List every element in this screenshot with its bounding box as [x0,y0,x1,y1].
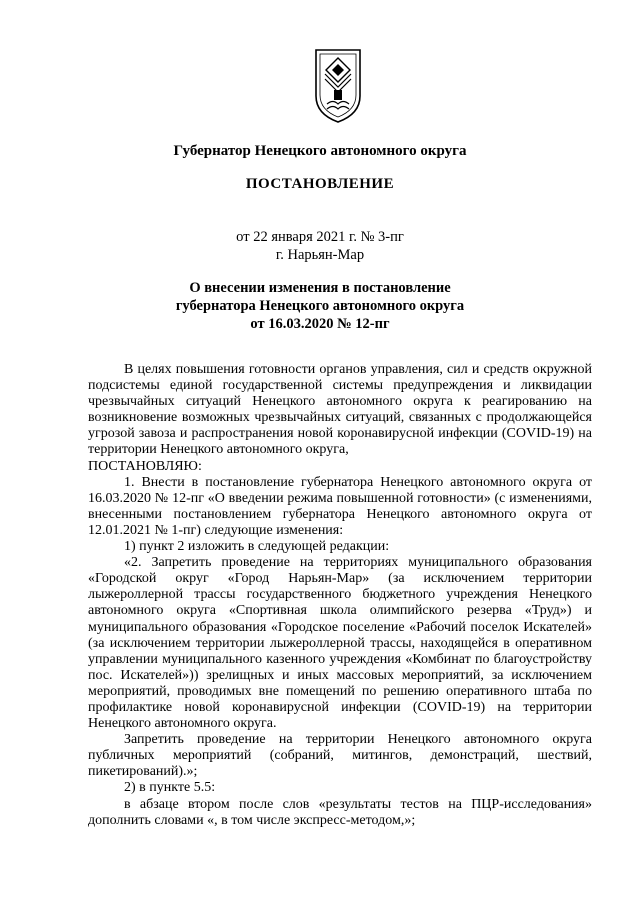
item-1-paragraph: 1. Внести в постановление губернатора Ненецкого автономного округа от 16.03.2020 № 12-пг «О введении режима повышенной готовности» (с изменениями, внесенными постановлением губернатора Ненецкого автономного округа от 12.01.2021 № 1-пг) следующие изменения: [88,474,592,538]
document-type: ПОСТАНОВЛЕНИЕ [245,176,395,192]
document-city: г. Нарьян-Мар [275,247,365,263]
subitem-1: 1) пункт 2 изложить в следующей редакции: [124,539,390,555]
title-line: О внесении изменения в постановление [189,280,451,296]
title-line: от 16.03.2020 № 12-пг [250,316,390,332]
document-title [0,279,640,333]
document-date-number: от 22 января 2021 г. № 3-пг [236,229,404,245]
quoted-paragraph-1: «2. Запретить проведение на территориях муниципального образования «Городской округ «Город Нарьян-Мар» (за исключением территории лыжероллерной трассы государственного бюджетного учреждения Ненецкого автономного округа «Спортивная школа олимпийского резерва «Труд») и муниципального образования «Городское поселение «Рабочий поселок Искателей» (за исключением территории лыжероллерной трассы, находящейся в оперативном управлении муниципального казенного учреждения «Комбинат по благоустройству пос. Искателей»)) зрелищных и иных массовых мероприятий, за исключением мероприятий, проводимых вне помещений по решению оперативного штаба по профилактике новой коронавирусной инфекции (COVID-19) на территории Ненецкого автономного округа. [88,555,592,732]
preamble-paragraph: В целях повышения готовности органов управления, сил и средств окружной подсистемы единой государственной системы предупреждения и ликвидации чрезвычайных ситуаций Ненецкого автономного округа к реагированию на возникновение возможных чрезвычайных ситуаций, связанных с продолжающейся угрозой завоза и распространения новой коронавирусной инфекции (COVID-19) на территории Ненецкого автономного округа, [88,362,592,458]
subitem-2: 2) в пункте 5.5: [124,780,216,796]
issuing-authority: Губернатор Ненецкого автономного округа [173,143,467,159]
decree-word: ПОСТАНОВЛЯЮ: [88,458,202,474]
title-line: губернатора Ненецкого автономного округа [175,298,465,314]
coat-of-arms-emblem [313,48,363,124]
quoted-paragraph-2: Запретить проведение на территории Ненецкого автономного округа публичных мероприятий (собраний, митингов, демонстраций, шествий, пикетирований).»; [88,732,592,780]
document-body [88,362,592,829]
last-paragraph: в абзаце втором после слов «результаты тестов на ПЦР-исследования» дополнить словами «, в том числе экспресс-методом,»; [88,796,592,828]
